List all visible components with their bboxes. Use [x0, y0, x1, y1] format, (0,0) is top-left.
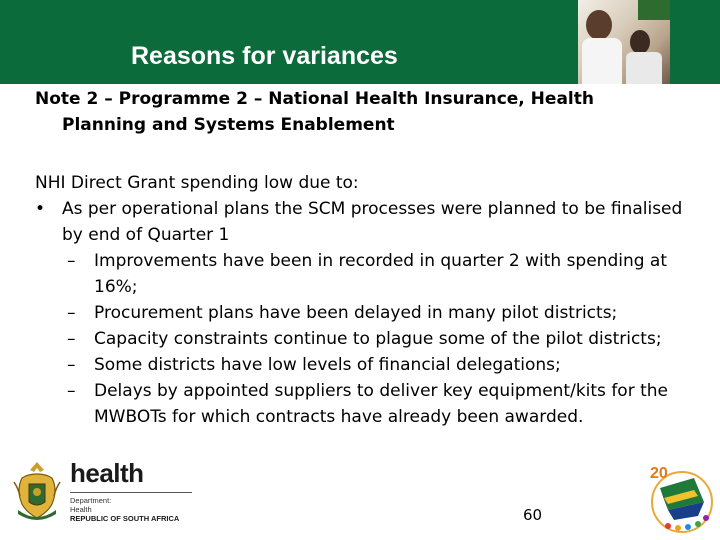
department-logo: [8, 458, 198, 528]
sub-bullet-text: Improvements have been in recorded in quarter 2 with spending at 16%;: [94, 251, 668, 297]
bullet-marker: •: [35, 199, 46, 219]
twenty-years-badge-icon: [638, 458, 718, 538]
sub-bullet-text: Some districts have low levels of financial delegations;: [94, 355, 561, 375]
note-heading: [35, 86, 685, 138]
dept-line1: Department:: [70, 496, 112, 505]
dash-marker: –: [67, 355, 76, 375]
bullet-text: As per operational plans the SCM processes were planned to be finalised by end of Quarter 1: [62, 199, 683, 245]
dash-marker: –: [67, 329, 76, 349]
sub-bullet-item: [35, 378, 685, 430]
intro-text: NHI Direct Grant spending low due to:: [35, 173, 359, 193]
sub-bullet-item: [35, 352, 685, 378]
dash-marker: –: [67, 251, 76, 271]
note-heading-line1: Note 2 – Programme 2 – National Health Insurance, Health: [35, 89, 594, 109]
health-logo-word: health: [70, 458, 144, 488]
logo-divider: [70, 492, 192, 493]
sub-bullet-text: Procurement plans have been delayed in many pilot districts;: [94, 303, 618, 323]
header-bar: [0, 0, 720, 84]
sub-bullet-text: Capacity constraints continue to plague some of the pilot districts;: [94, 329, 662, 349]
dash-marker: –: [67, 303, 76, 323]
sub-bullet-item: [35, 326, 685, 352]
dept-line3: REPUBLIC OF SOUTH AFRICA: [70, 514, 180, 523]
slide-content: [35, 86, 685, 430]
coat-of-arms-icon: [12, 460, 62, 524]
page-number: 60: [523, 506, 543, 524]
sub-bullet-item: [35, 248, 685, 300]
sub-bullet-list: [35, 248, 685, 430]
sub-bullet-item: [35, 300, 685, 326]
badge-number: 20: [650, 465, 668, 482]
slide-title: Reasons for variances: [131, 42, 398, 70]
note-heading-line2: Planning and Systems Enablement: [62, 115, 395, 135]
bullet-item: [35, 196, 685, 248]
dept-line2: Health: [70, 505, 92, 514]
dash-marker: –: [67, 381, 76, 401]
department-label: [70, 496, 179, 523]
sub-bullet-text: Delays by appointed suppliers to deliver key equipment/kits for the MWBOTs for which contracts have already been awarded.: [94, 381, 668, 427]
header-photo: [578, 0, 670, 84]
